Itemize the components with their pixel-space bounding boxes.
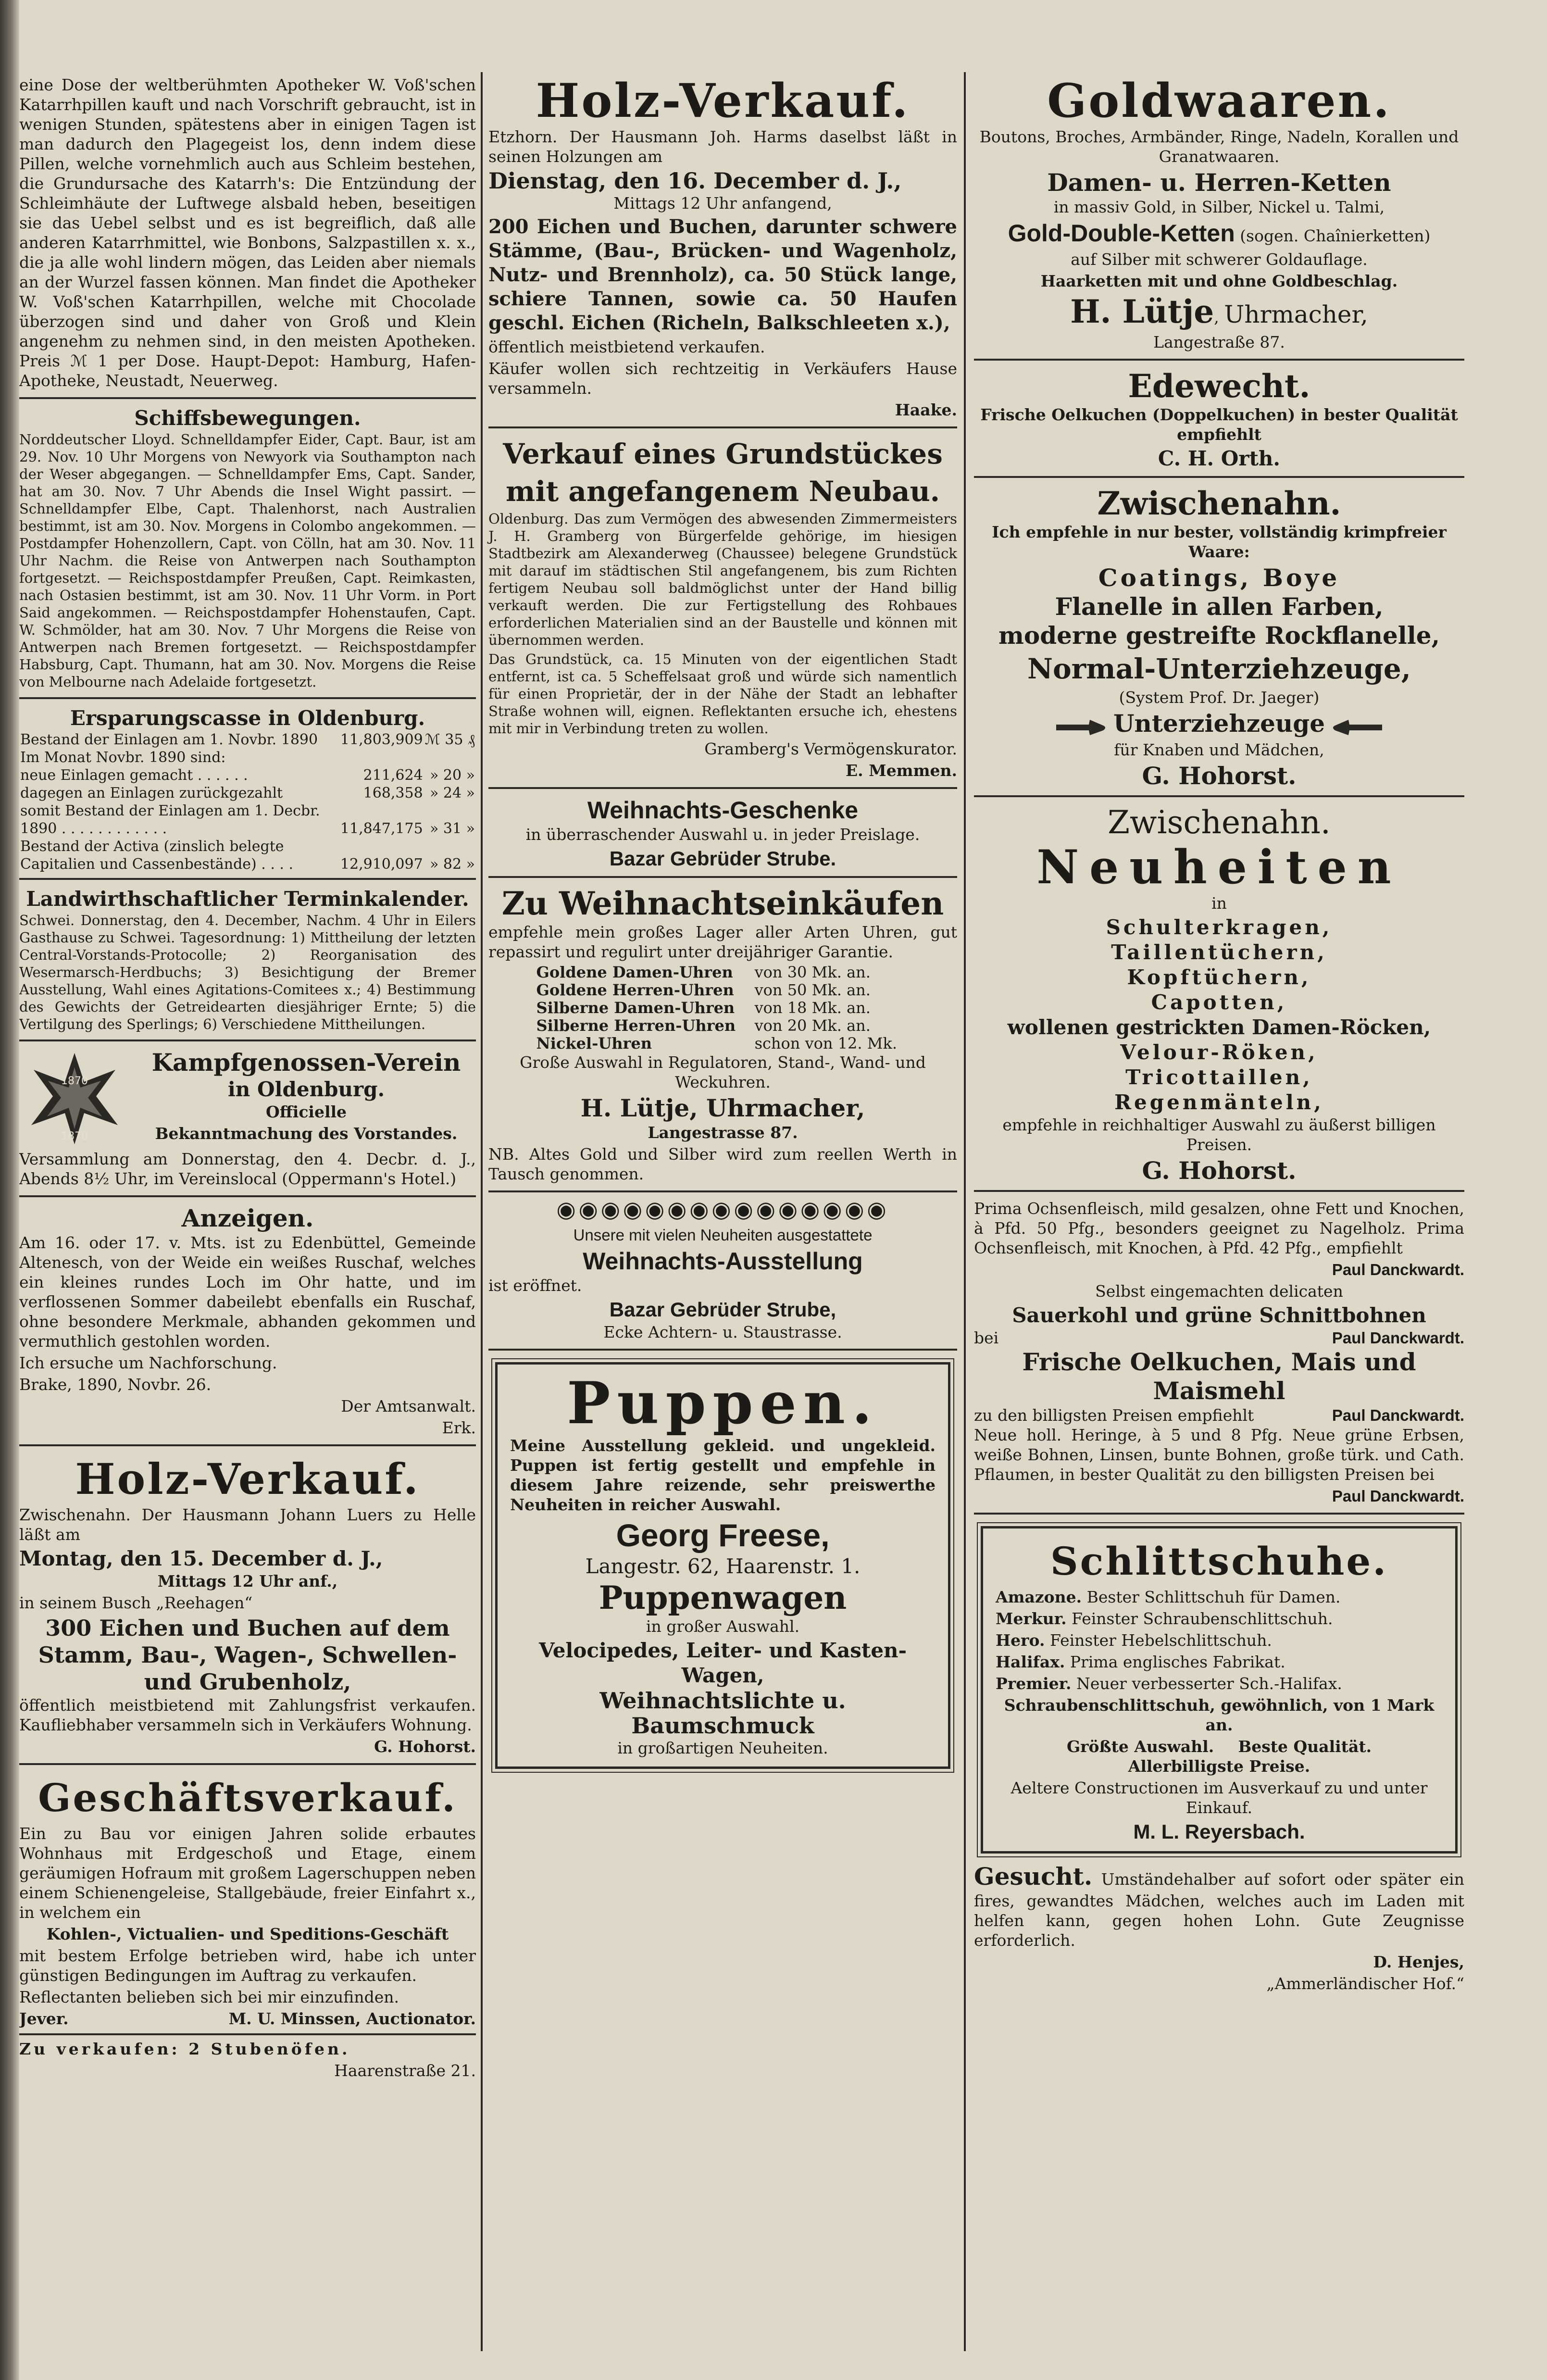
gifts-ad — [488, 793, 957, 878]
hohorst2-text: empfehle in reichhaltiger Auswahl zu äußerst billigen Preisen. — [1002, 1115, 1436, 1154]
hohorst2-title: Zwischenahn. — [1108, 804, 1331, 841]
estate-title1: Verkauf eines Grundstückes — [503, 438, 943, 470]
table-row: dagegen an Einlagen zurückgezahlt 168,358 » 24 » — [20, 785, 475, 802]
danck-sign: Paul Danckwardt. — [1332, 1329, 1464, 1347]
hohorst2-item: wollenen gestrickten Damen-Röcken, — [1007, 1015, 1431, 1039]
danck-p3: Sauerkohl und grüne Schnittbohnen — [1012, 1303, 1426, 1327]
danckwardt-ad — [974, 1196, 1464, 1515]
wanted-text: Umständehalber auf sofort oder später ein fires, gewandtes Mädchen, welches auch im Laden mit helfen kann, gegen hohen Lohn. Gute Zeugnisse erforderlich. — [974, 1870, 1464, 1950]
table-row: Bestand der Activa (zinslich belegte Capitalien und Cassenbestände) . . . . 12,910,097 » 82 » — [20, 838, 475, 873]
pointing-hand-icon — [1330, 717, 1383, 738]
hohorst2-title2: Neuheiten — [1036, 840, 1402, 894]
business-place: Jever. — [19, 2009, 69, 2028]
skate-desc: Feinster Schraubenschlittschuh. — [1072, 1609, 1333, 1628]
gold-title: Goldwaaren. — [1047, 74, 1391, 128]
veterans-text: Versammlung am Donnerstag, den 4. Decbr. d. J., Abends 8½ Uhr, im Vereinslocal (Oppermann's Hotel.) — [19, 1150, 476, 1188]
dolls-text4: Weihnachtslichte u. Baumschmuck — [599, 1688, 846, 1739]
hohorst1-l4: Normal-Unterziehzeuge, — [1027, 652, 1411, 685]
orth-ad — [974, 364, 1464, 478]
dolls-title2: Puppenwagen — [599, 1579, 847, 1616]
business-title: Geschäftsverkauf. — [38, 1775, 457, 1820]
estate-sign1: Gramberg's Vermögenskurator. — [704, 739, 957, 758]
dolls-shop: Georg Freese, — [616, 1517, 830, 1553]
skate-name: Halifax. — [996, 1653, 1065, 1671]
agri-text: Schwei. Donnerstag, den 4. December, Nachm. 4 Uhr in Eilers Gasthause zu Schwei. Tagesordnung: 1) Mittheilung der letzten Central-Vorstands-Protocolle; 2) Reorganisation des Wesermarsch-Herdbuchs; 3) Besichtigung der Bremer Ausstellung, Wahl eines Agitations-Comitees x.; 4) Bestimmung des Gewichts der Getreidearten diesjähriger Ernte; 5) die Vertilgung des Sperlings; 6) Verschiedene Mittheilungen. — [19, 912, 476, 1032]
wood-sale-harms — [488, 72, 957, 428]
exhibit-ad — [488, 1222, 957, 1351]
table-row: Nickel-Uhren schon von 12. Mk. — [536, 1034, 898, 1052]
page-gutter — [0, 0, 19, 2380]
voss-text: eine Dose der weltberühmten Apotheker W. Voß'schen Katarrhpillen kauft und nach Vorschrift gebraucht, ist in wenigen Stunden, spätestens aber in einigen Tagen ist man dadurch den Plagegeist los, denn indem diese Pillen, welche vornehmlich auch aus Schleim bestehen, die Grundursache des Katarrh's: Die Entzündung der Schleimhäute der Luftwege alsbald heben, beseitigen sie das Uebel selbst und es ist begreiflich, daß alle anderen Katarrhmittel, wie Bonbons, Salzpastillen x. x., die ja alle wohl lindern mögen, das Leiden aber niemals an der Wurzel fassen können. Man findet die Apotheker W. Voß'schen Katarrhpillen, welche mit Chocolade überzogen sind und daher von Groß und Klein angenehm zu nehmen sind, in den meisten Apotheken. Preis ℳ 1 per Dose. Haupt-Depot: Hamburg, Hafen-Apotheke, Neustadt, Neuerweg. — [19, 75, 476, 390]
gold-shop: H. Lütje — [1070, 293, 1214, 330]
business-text2: mit bestem Erfolge betrieben wird, habe ich unter günstigen Bedingungen im Auftrag zu verkaufen. — [19, 1946, 476, 1985]
agri-calendar — [19, 884, 476, 1041]
column-middle — [486, 72, 960, 2361]
danck-p1: Prima Ochsenfleisch, mild gesalzen, ohne Fett und Knochen, à Pfd. 50 Pfg., besonders geeignet zu Nagelholz. Prima Ochsenfleisch, mit Knochen, à Pfd. 42 Pfg., empfiehlt — [974, 1199, 1464, 1257]
wood-text2: öffentlich meistbietend mit Zahlungsfrist verkaufen. Kaufliebhaber versammeln sich in Verkäufers Wohnung. — [19, 1696, 476, 1734]
skates-cheap: Allerbilligste Preise. — [1128, 1757, 1310, 1776]
dolls-ad — [495, 1362, 950, 1769]
hohorst2-item: Velour-Röken, — [1120, 1040, 1318, 1064]
wood2-title: Holz-Verkauf. — [536, 74, 910, 128]
notices-title: Anzeigen. — [181, 1204, 314, 1232]
wood-goods: 300 Eichen und Buchen auf dem Stamm, Bau-, Wagen-, Schwellen- und Grubenholz, — [38, 1615, 457, 1695]
watches-text: empfehle mein großes Lager aller Arten Uhren, gut repassirt und regulirt unter dreijähriger Garantie. — [488, 923, 957, 961]
table-row: Goldene Herren-Uhren von 50 Mk. an. — [536, 981, 871, 999]
hohorst1-l5: (System Prof. Dr. Jaeger) — [1119, 688, 1320, 707]
hohorst2-item: Capotten, — [1151, 990, 1287, 1014]
notices-sign2: Erk. — [442, 1418, 476, 1437]
estate-sale — [488, 432, 957, 789]
hohorst2-item: Taillentüchern, — [1111, 940, 1327, 964]
table-row: Silberne Damen-Uhren von 18 Mk. an. — [536, 999, 871, 1017]
dolls-text2: in großer Auswahl. — [646, 1617, 800, 1636]
skate-desc: Neuer verbesserter Sch.-Halifax. — [1076, 1674, 1342, 1693]
wood-sign: G. Hohorst. — [374, 1737, 476, 1756]
stoves-title: Zu verkaufen: 2 Stubenöfen. — [19, 2040, 350, 2058]
gold-chains: Damen- u. Herren-Ketten — [1047, 168, 1391, 197]
hohorst1-l2: Flanelle in allen Farben, — [1055, 592, 1384, 621]
notices-request: Ich ersuche um Nachforschung. — [19, 1353, 277, 1372]
hohorst2-in: in — [1211, 894, 1227, 913]
danck-p3b: bei — [974, 1328, 999, 1347]
hohorst2-item: Kopftüchern, — [1127, 965, 1311, 989]
skate-desc: Prima englisches Fabrikat. — [1070, 1653, 1285, 1671]
skate-name: Premier. — [996, 1674, 1072, 1693]
column-left — [19, 72, 479, 2361]
wood2-goods: 200 Eichen und Buchen, darunter schwere Stämme, (Bau-, Brücken- und Wagenholz, Nutz- und Brennholz), ca. 50 Stück lange, schiere Tannen, sowie ca. 50 Haufen geschl. Eichen (Richeln, Balkschleeten x.), — [488, 215, 957, 334]
skate-name: Merkur. — [996, 1609, 1067, 1628]
watches-ad — [488, 882, 957, 1192]
stoves-ad — [19, 2039, 476, 2080]
skates-text: Aeltere Constructionen im Ausverkauf zu und unter Einkauf. — [1011, 1779, 1428, 1817]
wood2-date: Dienstag, den 16. December d. J., — [488, 168, 902, 194]
watches-shop: H. Lütje, Uhrmacher, — [580, 1094, 865, 1122]
ornament-row: ◉◉◉◉◉◉◉◉◉◉◉◉◉◉◉ — [556, 1196, 889, 1222]
business-sale — [19, 1769, 476, 2035]
notices-place: Brake, 1890, Novbr. 26. — [19, 1375, 212, 1394]
watches-addr: Langestrasse 87. — [648, 1123, 798, 1142]
wood-title: Holz-Verkauf. — [75, 1454, 420, 1504]
watches-text2: Große Auswahl in Regulatoren, Stand-, Wand- und Weckuhren. — [520, 1053, 926, 1091]
table-row: Silberne Herren-Uhren von 20 Mk. an. — [536, 1016, 871, 1035]
wanted-title: Gesucht. — [974, 1862, 1093, 1891]
table-row: somit Bestand der Einlagen am 1. Decbr. 1890 . . . . . . . . . . . . 11,847,175 » 31 » — [20, 802, 475, 837]
business-sign-row — [19, 2009, 476, 2029]
hohorst1-l6: Unterziehzeuge — [1113, 709, 1325, 738]
danck-p5: zu den billigsten Preisen empfiehlt — [974, 1406, 1254, 1425]
danck-p4: Frische Oelkuchen, Mais und Maismehl — [1022, 1348, 1416, 1405]
table-row: Im Monat Novbr. 1890 sind: — [20, 749, 226, 766]
estate-text: Oldenburg. Das zum Vermögen des abwesenden Zimmermeisters J. H. Gramberg von Bürgerfelde gehörige, im hiesigen Stadtbezirk am Alexanderweg (Chaussee) belegene Grundstück mit darauf im städtischen Stil angefangenem, bis zum Richten fertigem Neubau soll baldmöglichst unter der Hand billig verkauft werden. Die zur Fertigstellung des Rohbaues erforderlichen Materialien sind an der Baustelle und können mit übernommen werden. — [488, 511, 957, 648]
column-right — [971, 72, 1467, 2361]
orth-title: Edewecht. — [1128, 367, 1310, 405]
gifts-title: Weihnachts-Geschenke — [587, 797, 859, 824]
estate-sign2: E. Memmen. — [846, 761, 957, 780]
watches-title: Zu Weihnachtseinkäufen — [501, 885, 944, 922]
orth-text: Frische Oelkuchen (Doppelkuchen) in bester Qualität empfiehlt — [980, 405, 1458, 444]
dolls-title: Puppen. — [567, 1369, 879, 1437]
skates-sign: M. L. Reyersbach. — [1133, 1820, 1305, 1843]
notices-sign1: Der Amtsanwalt. — [341, 1397, 476, 1415]
exhibit-text2: ist eröffnet. — [488, 1276, 582, 1295]
gifts-text: in überraschender Auswahl u. in jeder Preislage. — [525, 825, 920, 844]
savings-title: Ersparungscasse in Oldenburg. — [70, 706, 425, 730]
iron-cross-icon — [19, 1048, 130, 1149]
wood2-time: Mittags 12 Uhr anfangend, — [613, 194, 832, 213]
skates-screw: Schraubenschlittschuh, gewöhnlich, von 1 Mark an. — [1004, 1696, 1435, 1734]
skates-ad — [981, 1526, 1458, 1854]
skate-desc: Feinster Hebelschlittschuh. — [1049, 1631, 1272, 1650]
notices — [19, 1201, 476, 1446]
column-rule — [964, 72, 966, 2351]
skates-sel: Größte Auswahl. — [1066, 1737, 1214, 1756]
wood-date: Montag, den 15. December d. J., — [19, 1547, 383, 1570]
hohorst2-item: Schulterkragen, — [1106, 915, 1333, 939]
ship-text: Norddeutscher Lloyd. Schnelldampfer Eider, Capt. Baur, ist am 29. Nov. 10 Uhr Morgens von Newyork via Southampton nach der Weser abgegangen. — Schnelldampfer Ems, Capt. Sander, hat am 30. Nov. 7 Uhr Abends die Insel Wight passirt. — Schnelldampfer Elbe, Capt. Thalenhorst, nach Australien bestimmt, ist am 30. Nov. Morgens in Colombo angekommen. — Postdampfer Hohenzollern, Capt. von Cölln, hat am 30. Nov. 11 Uhr Nachm. die Reise von Antwerpen nach Southampton fortgesetzt. — Reichspostdampfer Preußen, Capt. Reimkasten, nach Ostasien bestimmt, ist am 30. Nov. 11 Uhr Vorm. in Port Said angekommen. — Reichspostdampfer Hohenstaufen, Capt. W. Schmölder, hat am 30. Nov. 7 Uhr Morgens die Reise von Antwerpen nach Bremen fortgesetzt. — Reichspostdampfer Habsburg, Capt. Thumann, hat am 30. Nov. Morgens die Reise von Melbourne nach Adelaide fortgesetzt. — [19, 431, 476, 690]
ship-movements — [19, 403, 476, 699]
dolls-addr: Langestr. 62, Haarenstr. 1. — [585, 1554, 861, 1578]
wanted-ad — [974, 1862, 1464, 1993]
agri-title: Landwirthschaftlicher Terminkalender. — [26, 887, 469, 911]
cross-year-top: 1870 — [61, 1075, 88, 1087]
hohorst1-l1: Coatings, Boye — [1098, 564, 1340, 592]
wood2-text2: öffentlich meistbietend verkaufen. — [488, 338, 765, 356]
business-sign: M. U. Minssen, Auctionator. — [228, 2009, 476, 2028]
wood-place: in seinem Busch „Reehagen“ — [19, 1593, 253, 1612]
savings-bank — [19, 703, 476, 880]
estate-text2: Das Grundstück, ca. 15 Minuten von der eigentlichen Stadt entfernt, ist ca. 5 Scheffelsaat groß und würde sich namentlich für einen Proprietär, der in der Nähe der Stadt an lebhafter Straße wohnen will, eignen. Reflektanten ersuche ich, ehestens mit mir in Verbindung treten zu wollen. — [488, 651, 957, 737]
dolls-text: Meine Ausstellung gekleid. und ungekleid. Puppen ist fertig gestellt und empfehle in diesem Jahre reizende, sehr preiswerthe Neuheiten in reicher Auswahl. — [510, 1436, 936, 1514]
veterans-sub1: Officielle — [265, 1102, 347, 1121]
veterans-place: in Oldenburg. — [227, 1077, 385, 1101]
hohorst2-sign: G. Hohorst. — [1142, 1156, 1297, 1185]
veterans-ad — [19, 1045, 476, 1197]
exhibit-title: Weihnachts-Ausstellung — [583, 1248, 863, 1275]
hohorst1-sign: G. Hohorst. — [1142, 762, 1297, 790]
estate-title2: mit angefangenem Neubau. — [506, 475, 940, 508]
hohorst2-item: Tricottaillen, — [1125, 1065, 1313, 1089]
danck-sign: Paul Danckwardt. — [1332, 1406, 1464, 1424]
danck-sign: Paul Danckwardt. — [1332, 1487, 1464, 1505]
exhibit-text1: Unsere mit vielen Neuheiten ausgestattete — [573, 1226, 873, 1244]
hohorst-ad-2 — [974, 801, 1464, 1192]
exhibit-shop: Bazar Gebrüder Strube, — [609, 1298, 836, 1321]
business-text3: Reflectanten belieben sich bei mir einzufinden. — [19, 1988, 399, 2006]
veterans-title: Kampfgenossen-Verein — [151, 1048, 461, 1077]
gold-text3: auf Silber mit schwerer Goldauflage. — [1071, 250, 1368, 269]
gold-ad: Goldwaaren. Boutons, Broches, Armbänder, Ringe, Nadeln, Korallen und Granatwaaren. Damen- u. Herren-Ketten in massiv Gold, in Silber, Nickel u. Talmi, Gold-Double-Ketten (sogen. Chaînierketten) auf Silber mit schwerer Goldauflage. Haarketten mit und ohne Goldbeschlag. H. Lütje, Uhrmacher, Langestraße 87. — [974, 72, 1464, 361]
stoves-addr: Haarenstraße 21. — [334, 2061, 476, 2080]
hohorst1-text: Ich empfehle in nur bester, vollständig krimpfreier Waare: — [992, 523, 1447, 561]
skates-qual: Beste Qualität. — [1238, 1737, 1372, 1756]
savings-table — [19, 731, 476, 873]
orth-sign: C. H. Orth. — [1158, 447, 1281, 470]
gifts-shop: Bazar Gebrüder Strube. — [609, 847, 836, 870]
gold-text: Boutons, Broches, Armbänder, Ringe, Nadeln, Korallen und Granatwaaren. — [979, 127, 1459, 166]
business-shop: Kohlen-, Victualien- und Speditions-Geschäft — [46, 1925, 449, 1943]
gold-hair: Haarketten mit und ohne Goldbeschlag. — [1040, 272, 1398, 290]
table-row: Bestand der Einlagen am 1. Novbr. 1890 11,803,909 ℳ 35 ₰ — [20, 731, 475, 748]
gold-double-note: (sogen. Chaînierketten) — [1240, 226, 1431, 245]
danck-p6: Neue holl. Heringe, à 5 und 8 Pfg. Neue grüne Erbsen, weiße Bohnen, Linsen, bunte Bohnen, große türk. und Cath. Pflaumen, in bester Qualität zu den billigsten Preisen bei — [974, 1426, 1464, 1484]
exhibit-addr: Ecke Achtern- u. Staustrasse. — [603, 1323, 842, 1341]
wanted-sign: D. Henjes, — [1373, 1953, 1464, 1971]
hohorst-ad-1 — [974, 482, 1464, 797]
cross-year-bottom: 1870 — [61, 1130, 88, 1142]
skate-desc: Bester Schlittschuh für Damen. — [1086, 1588, 1341, 1606]
dolls-text3: Velocipedes, Leiter- und Kasten-Wagen, — [538, 1639, 907, 1687]
wood2-text1: Etzhorn. Der Hausmann Joh. Harms daselbst läßt in seinen Holzungen am — [488, 127, 957, 166]
hohorst1-l7: für Knaben und Mädchen, — [1114, 740, 1324, 759]
table-row: Goldene Damen-Uhren von 30 Mk. an. — [536, 963, 871, 981]
wood-sale-luers — [19, 1450, 476, 1765]
skate-name: Hero. — [996, 1631, 1045, 1650]
dolls-text5: in großartigen Neuheiten. — [617, 1739, 828, 1757]
business-text: Ein zu Bau vor einigen Jahren solide erbautes Wohnhaus mit Erdgeschoß und Etage, einem geräumigen Hofraum mit großem Lagerschuppen neben einem Schienengeleise, Stallgebäude, freier Einfahrt x., in welchem ein — [19, 1824, 476, 1922]
danck-p2: Selbst eingemachten delicaten — [1095, 1282, 1343, 1301]
pointing-hand-icon — [1055, 717, 1108, 738]
danck-sign: Paul Danckwardt. — [1332, 1261, 1464, 1278]
skates-title: Schlittschuhe. — [1050, 1539, 1388, 1584]
wood-time: Mittags 12 Uhr anf., — [157, 1572, 338, 1591]
gold-double: Gold-Double-Ketten — [1008, 220, 1235, 247]
notices-text: Am 16. oder 17. v. Mts. ist zu Edenbüttel, Gemeinde Altenesch, von der Weide ein weißes Ruschaf, welches ein kleines rundes Loch im Ohr hatte, und im verflossenen Sommer dabeilebt ebenfalls ein Ruschaf, ohne besondere Merkmale, abhanden gekommen und vermuthlich gestohlen worden. — [19, 1233, 476, 1351]
wood-text1: Zwischenahn. Der Hausmann Johann Luers zu Helle läßt am — [19, 1505, 476, 1544]
skate-name: Amazone. — [996, 1588, 1082, 1606]
column-rule — [481, 72, 483, 2351]
ship-title: Schiffsbewegungen. — [134, 406, 361, 430]
hohorst2-item: Regenmänteln, — [1114, 1090, 1324, 1114]
table-row: neue Einlagen gemacht . . . . . . 211,624 » 20 » — [20, 767, 475, 784]
hohorst1-l3: moderne gestreifte Rockflanelle, — [998, 621, 1440, 650]
watches-note: NB. Altes Gold und Silber wird zum reellen Werth in Tausch genommen. — [488, 1145, 957, 1183]
wood2-text3: Käufer wollen sich rechtzeitig in Verkäufers Hause versammeln. — [488, 359, 957, 398]
gold-shop2: Uhrmacher, — [1224, 301, 1368, 328]
watches-table — [536, 964, 911, 1052]
hohorst1-title: Zwischenahn. — [1097, 485, 1341, 522]
gold-text2: in massiv Gold, in Silber, Nickel u. Talmi, — [1053, 198, 1385, 216]
gold-addr: Langestraße 87. — [1153, 333, 1285, 351]
wanted-sign2: „Ammerländischer Hof.“ — [1266, 1974, 1464, 1993]
voss-ad — [19, 72, 476, 399]
wood2-sign: Haake. — [895, 401, 957, 419]
veterans-sub2: Bekanntmachung des Vorstandes. — [155, 1124, 458, 1143]
